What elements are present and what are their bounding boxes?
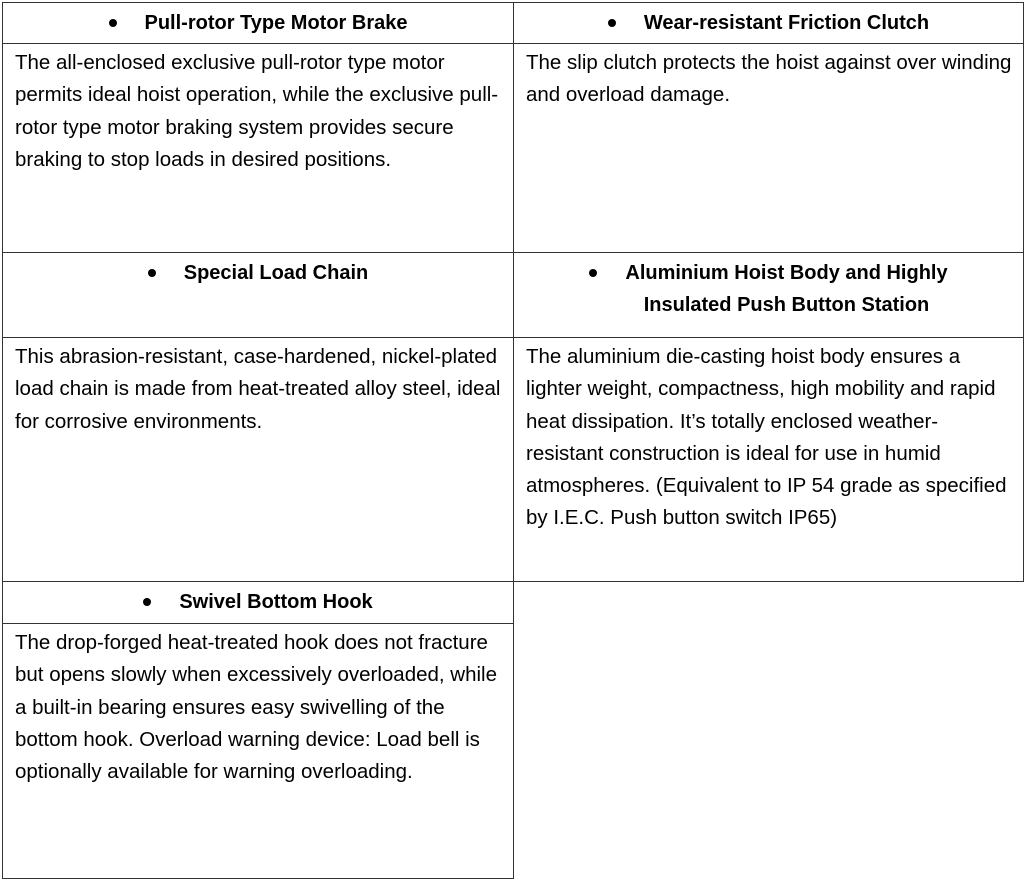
feature-heading-hoist-body-line-2: Insulated Push Button Station [643, 294, 930, 316]
feature-heading-hoist-body [625, 257, 947, 321]
bullet-icon [109, 19, 117, 27]
feature-heading-pull-rotor-brake: Pull-rotor Type Motor Brake [144, 12, 408, 34]
feature-heading-cell-5 [2, 581, 514, 624]
feature-body-load-chain: This abrasion-resistant, case-hardened, nickel-plated load chain is made from heat-treated alloy steel, ideal for corrosive environments. [2, 337, 514, 582]
feature-heading-cell-3 [2, 252, 514, 338]
feature-body-friction-clutch: The slip clutch protects the hoist against over winding and overload damage. [513, 43, 1024, 253]
feature-heading-friction-clutch: Wear-resistant Friction Clutch [643, 12, 930, 34]
feature-body-pull-rotor-brake: The all-enclosed exclusive pull-rotor type motor permits ideal hoist operation, while the exclusive pull-rotor type motor braking system provides secure braking to stop loads in desired positions. [2, 43, 514, 253]
bullet-icon [148, 269, 156, 277]
feature-heading-cell-4 [513, 252, 1024, 338]
feature-heading-cell-2 [513, 2, 1024, 44]
feature-heading-load-chain: Special Load Chain [183, 262, 369, 284]
feature-heading-swivel-hook: Swivel Bottom Hook [179, 591, 373, 613]
feature-body-swivel-hook: The drop-forged heat-treated hook does not fracture but opens slowly when excessively overloaded, while a built-in bearing ensures easy swivelling of the bottom hook. Overload warning device: Load bell is optionally available for warning overloading. [2, 623, 514, 879]
feature-heading-cell-1 [2, 2, 514, 44]
feature-heading-hoist-body-line-1: Aluminium Hoist Body and Highly [625, 262, 948, 284]
bullet-icon [608, 19, 616, 27]
bullet-icon [143, 598, 151, 606]
feature-body-hoist-body: The aluminium die-casting hoist body ensures a lighter weight, compactness, high mobility and rapid heat dissipation. It’s totally enclosed weather-resistant construction is ideal for use in humid atmospheres. (Equivalent to IP 54 grade as specified by I.E.C. Push button switch IP65) [513, 337, 1024, 582]
bullet-icon [589, 269, 597, 277]
